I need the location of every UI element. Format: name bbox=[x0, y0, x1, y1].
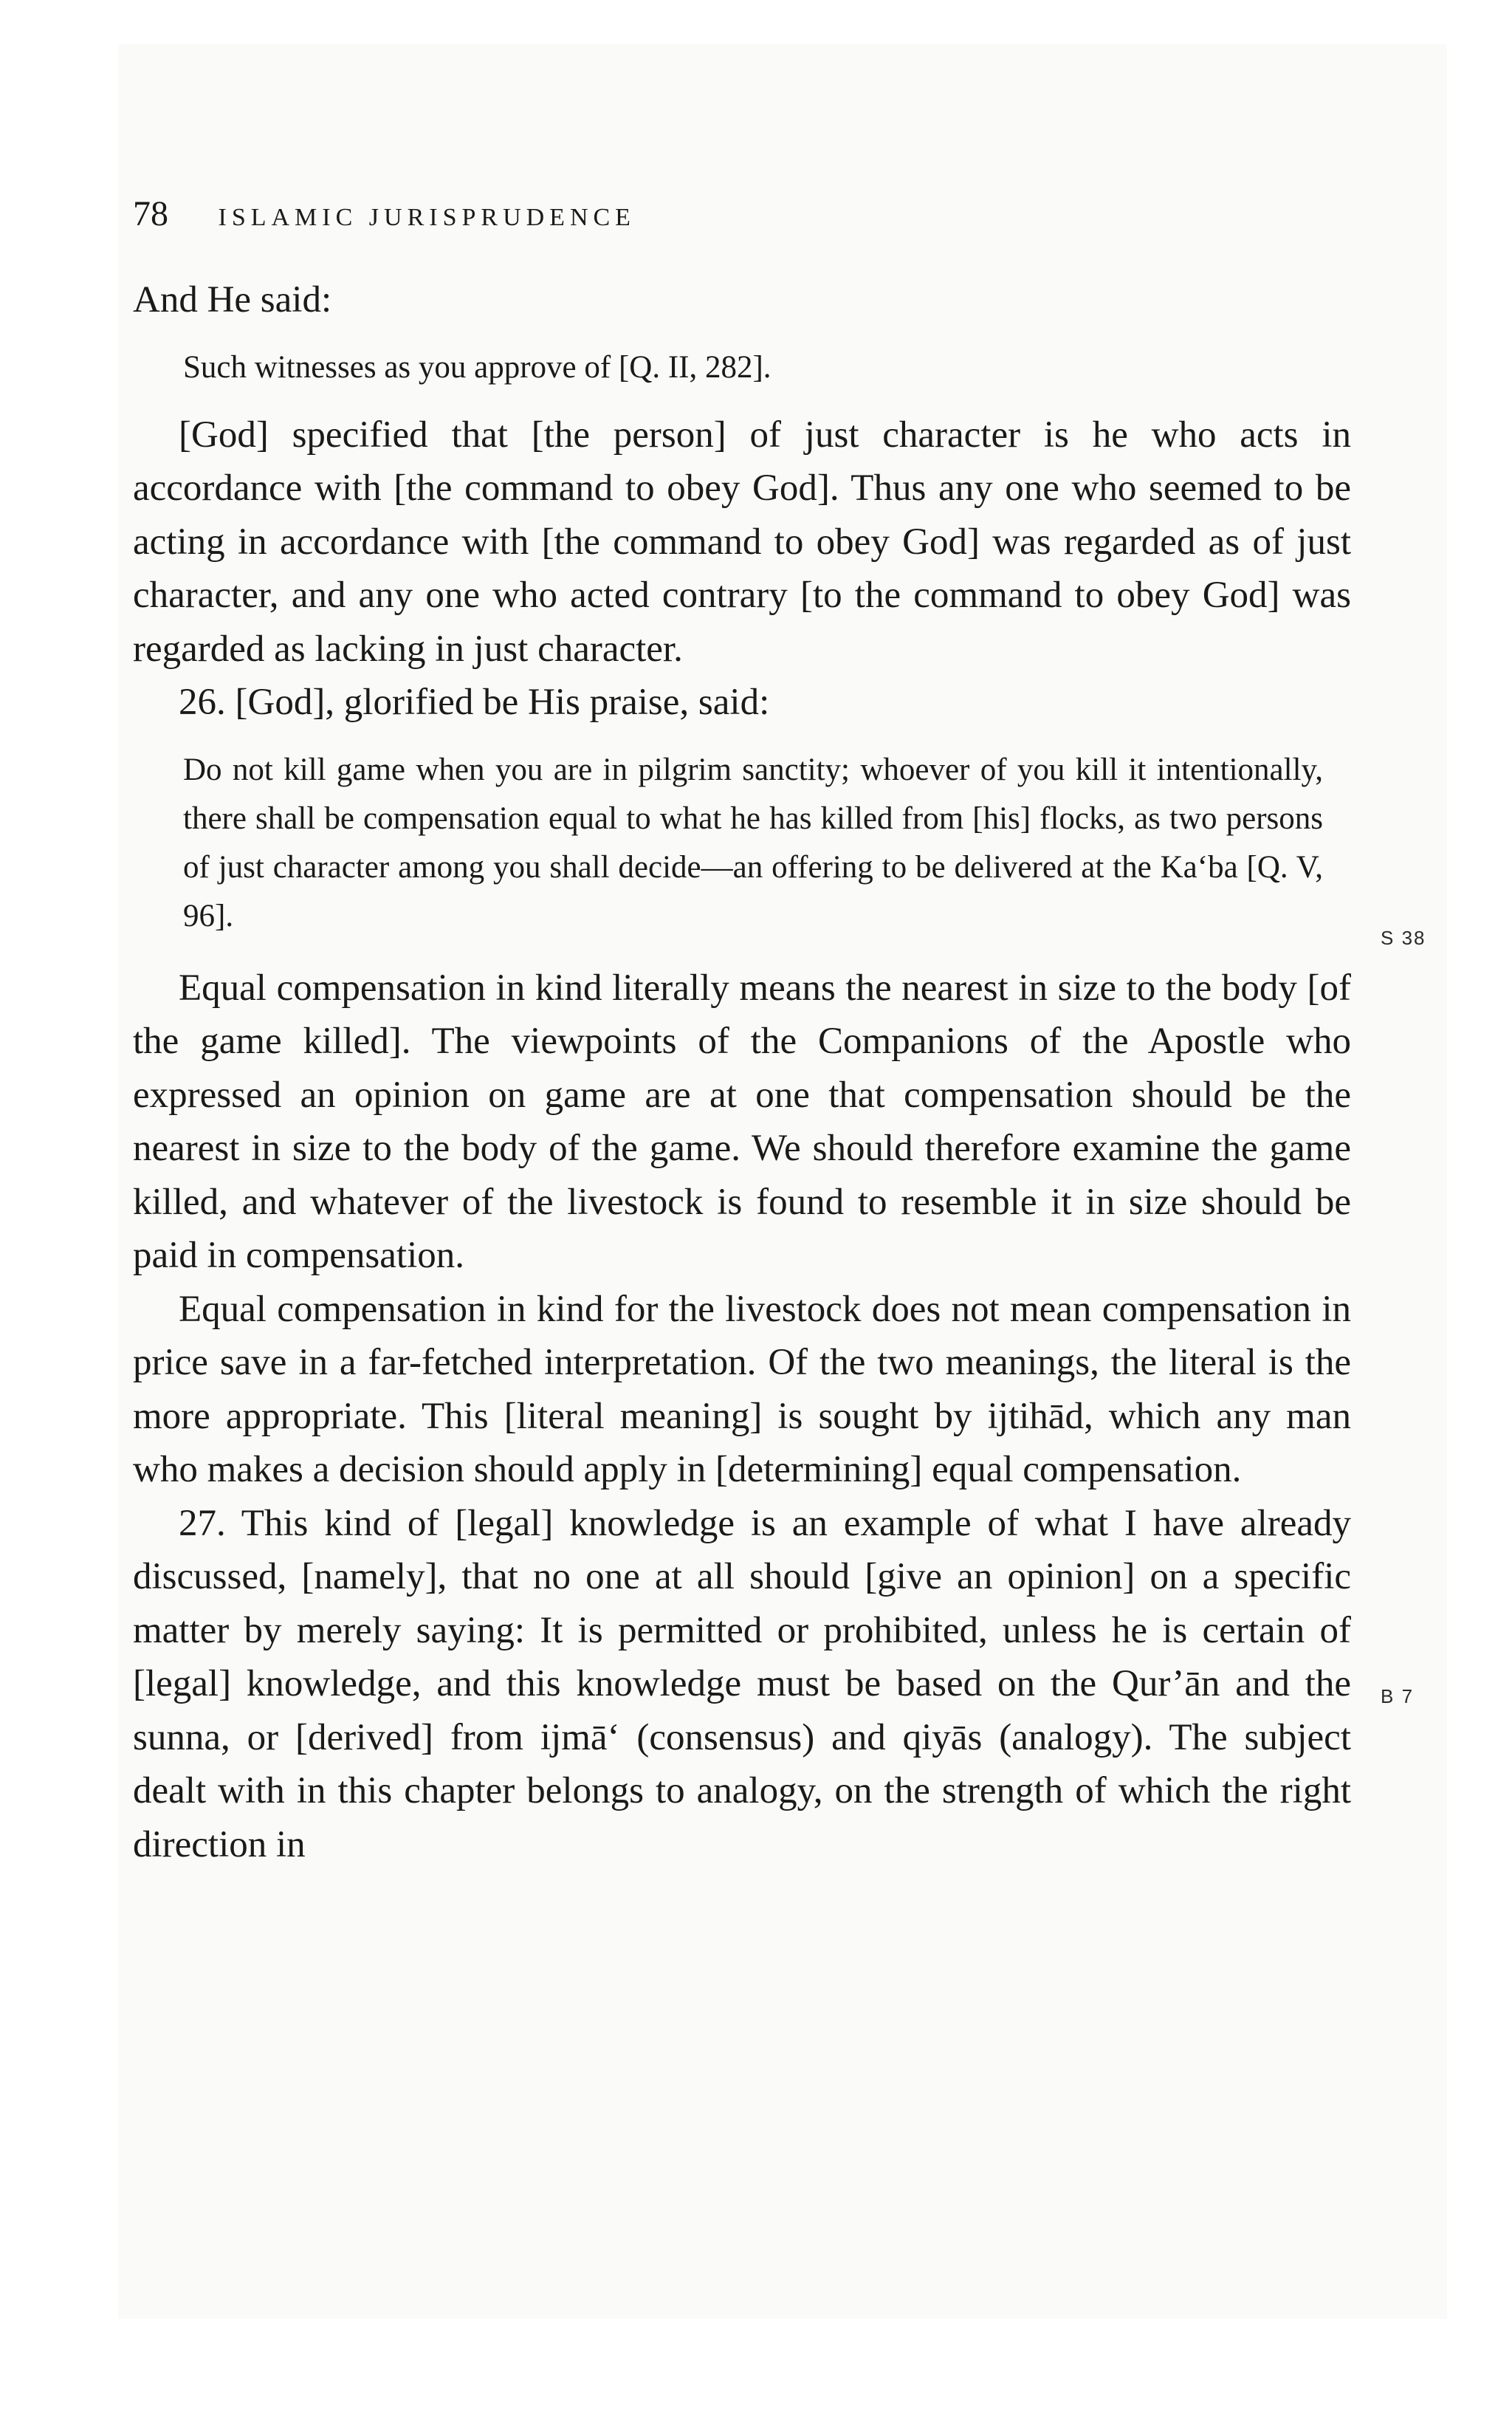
running-head: ISLAMIC JURISPRUDENCE bbox=[218, 204, 636, 231]
paragraph-27: 27. This kind of [legal] knowledge is an example of what I have already discussed, [namely], that no one at all should [give an opinion] on a specific matter by merely saying: It is permitted or prohibited, unless he is certain of [legal] knowledge, and this knowledge must be based on the Qur’ān and the sunna, or [derived] from ijmā‘ (consensus) and qiyās (analogy). The subject dealt with in this chapter belongs to analogy, on the strength of which the right direction in bbox=[133, 1502, 1351, 1865]
spacer bbox=[133, 327, 1351, 343]
spacer bbox=[133, 730, 1351, 746]
page-header bbox=[133, 193, 1351, 245]
quotation-do-not-kill-game: Do not kill game when you are in pilgrim sanctity; whoever of you kill it intentionally, there shall be compensation equal to what he has killed from [his] flocks, as two persons of just character among you shall decide—an offering to be delivered at the Ka‘ba [Q. V, 96]. bbox=[183, 752, 1323, 933]
paragraph-equal-compensation-literal: Equal compensation in kind literally means the nearest in size to the body [of the game killed]. The viewpoints of the Companions of the Apostle who expressed an opinion on game are at one that compensation should be the nearest in size to the body of the game. We should therefore examine the game killed, and whatever of the livestock is found to resemble it in size should be paid in compensation. bbox=[133, 967, 1351, 1276]
paragraph-26: 26. [God], glorified be His praise, said: bbox=[179, 682, 770, 723]
body-text bbox=[133, 273, 1351, 1871]
marginal-reference-s38: S 38 bbox=[1381, 927, 1426, 949]
paragraph-equal-compensation-price: Equal compensation in kind for the livestock does not mean compensation in price save in a far-fetched interpretation. Of the two meanings, the literal is the more appropriate. This [literal meaning] is sought by ijtihād, which any man who makes a decision should apply in [determining] equal compensation. bbox=[133, 1288, 1351, 1490]
spacer bbox=[133, 941, 1351, 961]
paragraph-and-he-said: And He said: bbox=[133, 279, 332, 320]
spacer bbox=[133, 392, 1351, 408]
marginal-reference-b7: B 7 bbox=[1381, 1685, 1415, 1707]
paragraph-just-character: [God] specified that [the person] of just character is he who acts in accordance with [the command to obey God]. Thus any one who seemed to be acting in accordance with [the command to obey God] was regarded as of just character, and any one who acted contrary [to the command to obey God] was regarded as lacking in just character. bbox=[133, 414, 1351, 670]
quotation-witnesses: Such witnesses as you approve of [Q. II, 282]. bbox=[183, 349, 772, 385]
page-number: 78 bbox=[133, 194, 168, 233]
